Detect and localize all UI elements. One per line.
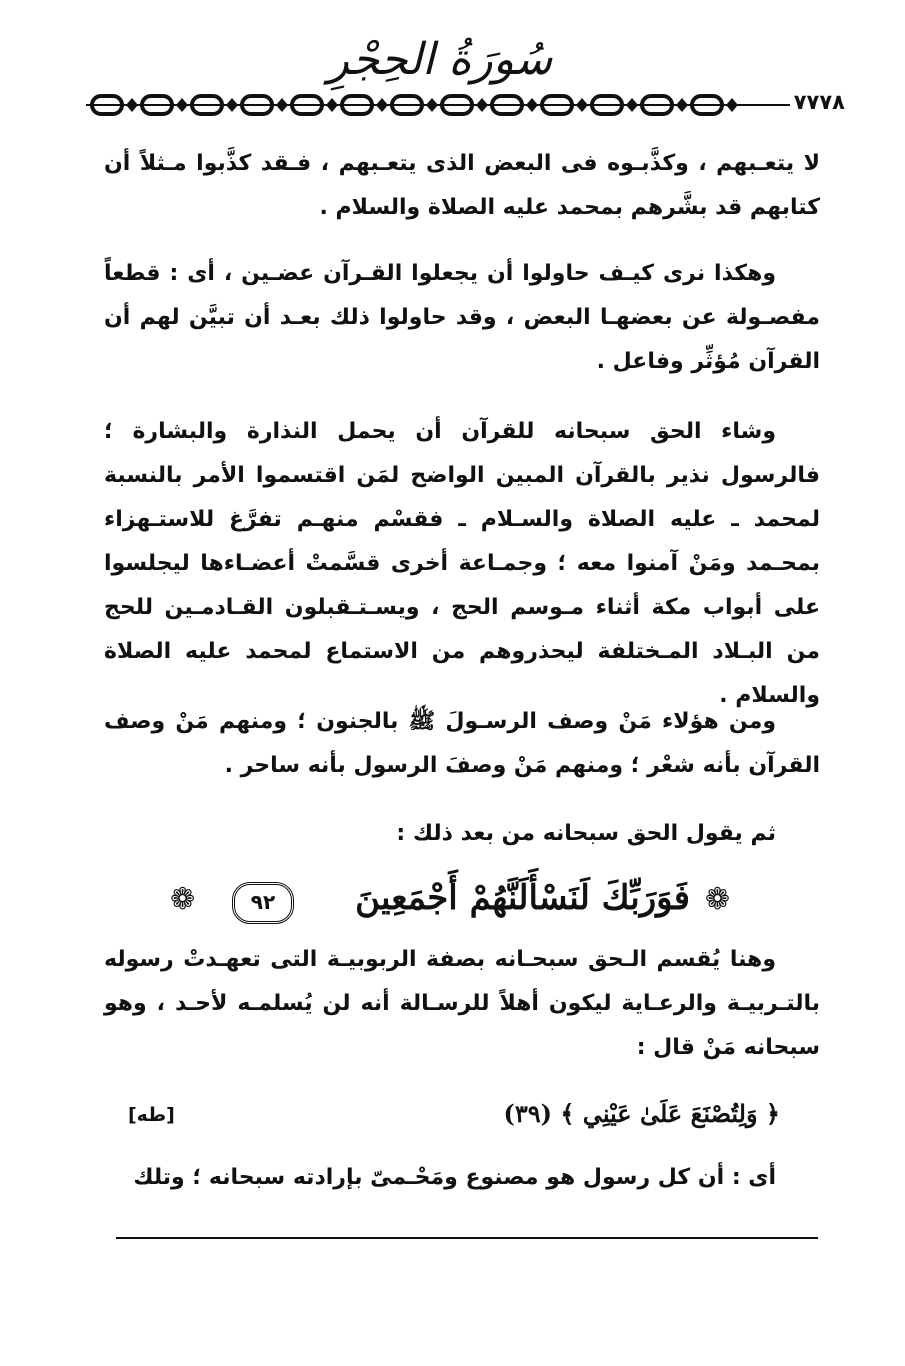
citation-number: (٣٩) (503, 1099, 553, 1128)
surah-reference: [طه] (128, 1104, 175, 1126)
surah-title: سُورَةُ الحِجْرِ (327, 34, 553, 85)
decorative-chain-border (86, 88, 846, 122)
paragraph-2: وهكذا نرى كيـف حاولوا أن يجعلوا القـرآن عضـين ، أى : قطعاً مفصـولة عن بعضهـا البعض ، وقد حاولوا ذلك بعـد أن تبيَّن لهم أن القرآن مُؤثِّر وفاعل . (104, 261, 820, 374)
paragraph-6: وهنا يُقسم الـحق سبحـانه بصفة الربوبيـة التى تعهـدتْ رسوله بالتـربيـة والرعـاية ليكون أهلاً للرسـالة أنه لن يُسلمـه لأحـد ، وهو سبحانه مَنْ قال : (104, 947, 820, 1060)
footer-divider (116, 1237, 818, 1239)
paragraph-1: لا يتعـبهم ، وكذَّبـوه فى البعض الذى يتعـبهم ، فـقد كذَّبوا مـثلاً أن كتابهم قد بشَّرهم بمحمد عليه الصلاة والسلام . (104, 151, 820, 220)
paragraph-4: ومن هؤلاء مَنْ وصف الرسـولَ ﷺ بالجنون ؛ ومنهم مَنْ وصف القرآن بأنه شعْر ؛ ومنهم مَنْ وصفَ الرسول بأنه ساحر . (104, 709, 820, 778)
quran-verse-text: فَوَرَبِّكَ لَنَسْأَلَنَّهُمْ أَجْمَعِينَ (355, 878, 690, 918)
citation-text: ﴿ وَلِتُصْنَعَ عَلَىٰ عَيْنِي ﴾ (560, 1099, 780, 1128)
verse-ornament-left-icon: ❁ (170, 882, 196, 917)
verse-number-badge: ٩٢ (232, 882, 294, 924)
quran-citation (503, 1094, 780, 1134)
paragraph-3: وشاء الحق سبحانه للقرآن أن يحمل النذارة والبشارة ؛ فالرسول نذير بالقرآن المبين الواضح لمَن اقتسموا الأمر بالنسبة لمحمد ـ عليه الصلاة والسـلام ـ فقسْم منهـم تفرَّغ للاستـهزاء بمحـمد ومَنْ آمنوا معه ؛ وجمـاعة أخرى قسَّمتْ أعضـاءها ليجلسوا على أبواب مكة أثناء مـوسم الحج ، ويسـتـقبلون القـادمـين للحج من البـلاد المـختلفة ليحذروهم من الاستماع لمحمد عليه الصلاة والسلام . (104, 419, 820, 708)
citation-verse-text (504, 1094, 780, 1134)
paragraph-5: ثم يقول الحق سبحانه من بعد ذلك : (396, 821, 776, 846)
paragraph-7: أى : أن كل رسول هو مصنوع ومَحْـمىّ بإرادته سبحانه ؛ وتلك (133, 1165, 776, 1190)
verse-ornament-right-icon: ❁ (704, 882, 730, 917)
quran-verse-block (170, 868, 730, 938)
page-number: ٧٧٧٨ (790, 90, 849, 114)
